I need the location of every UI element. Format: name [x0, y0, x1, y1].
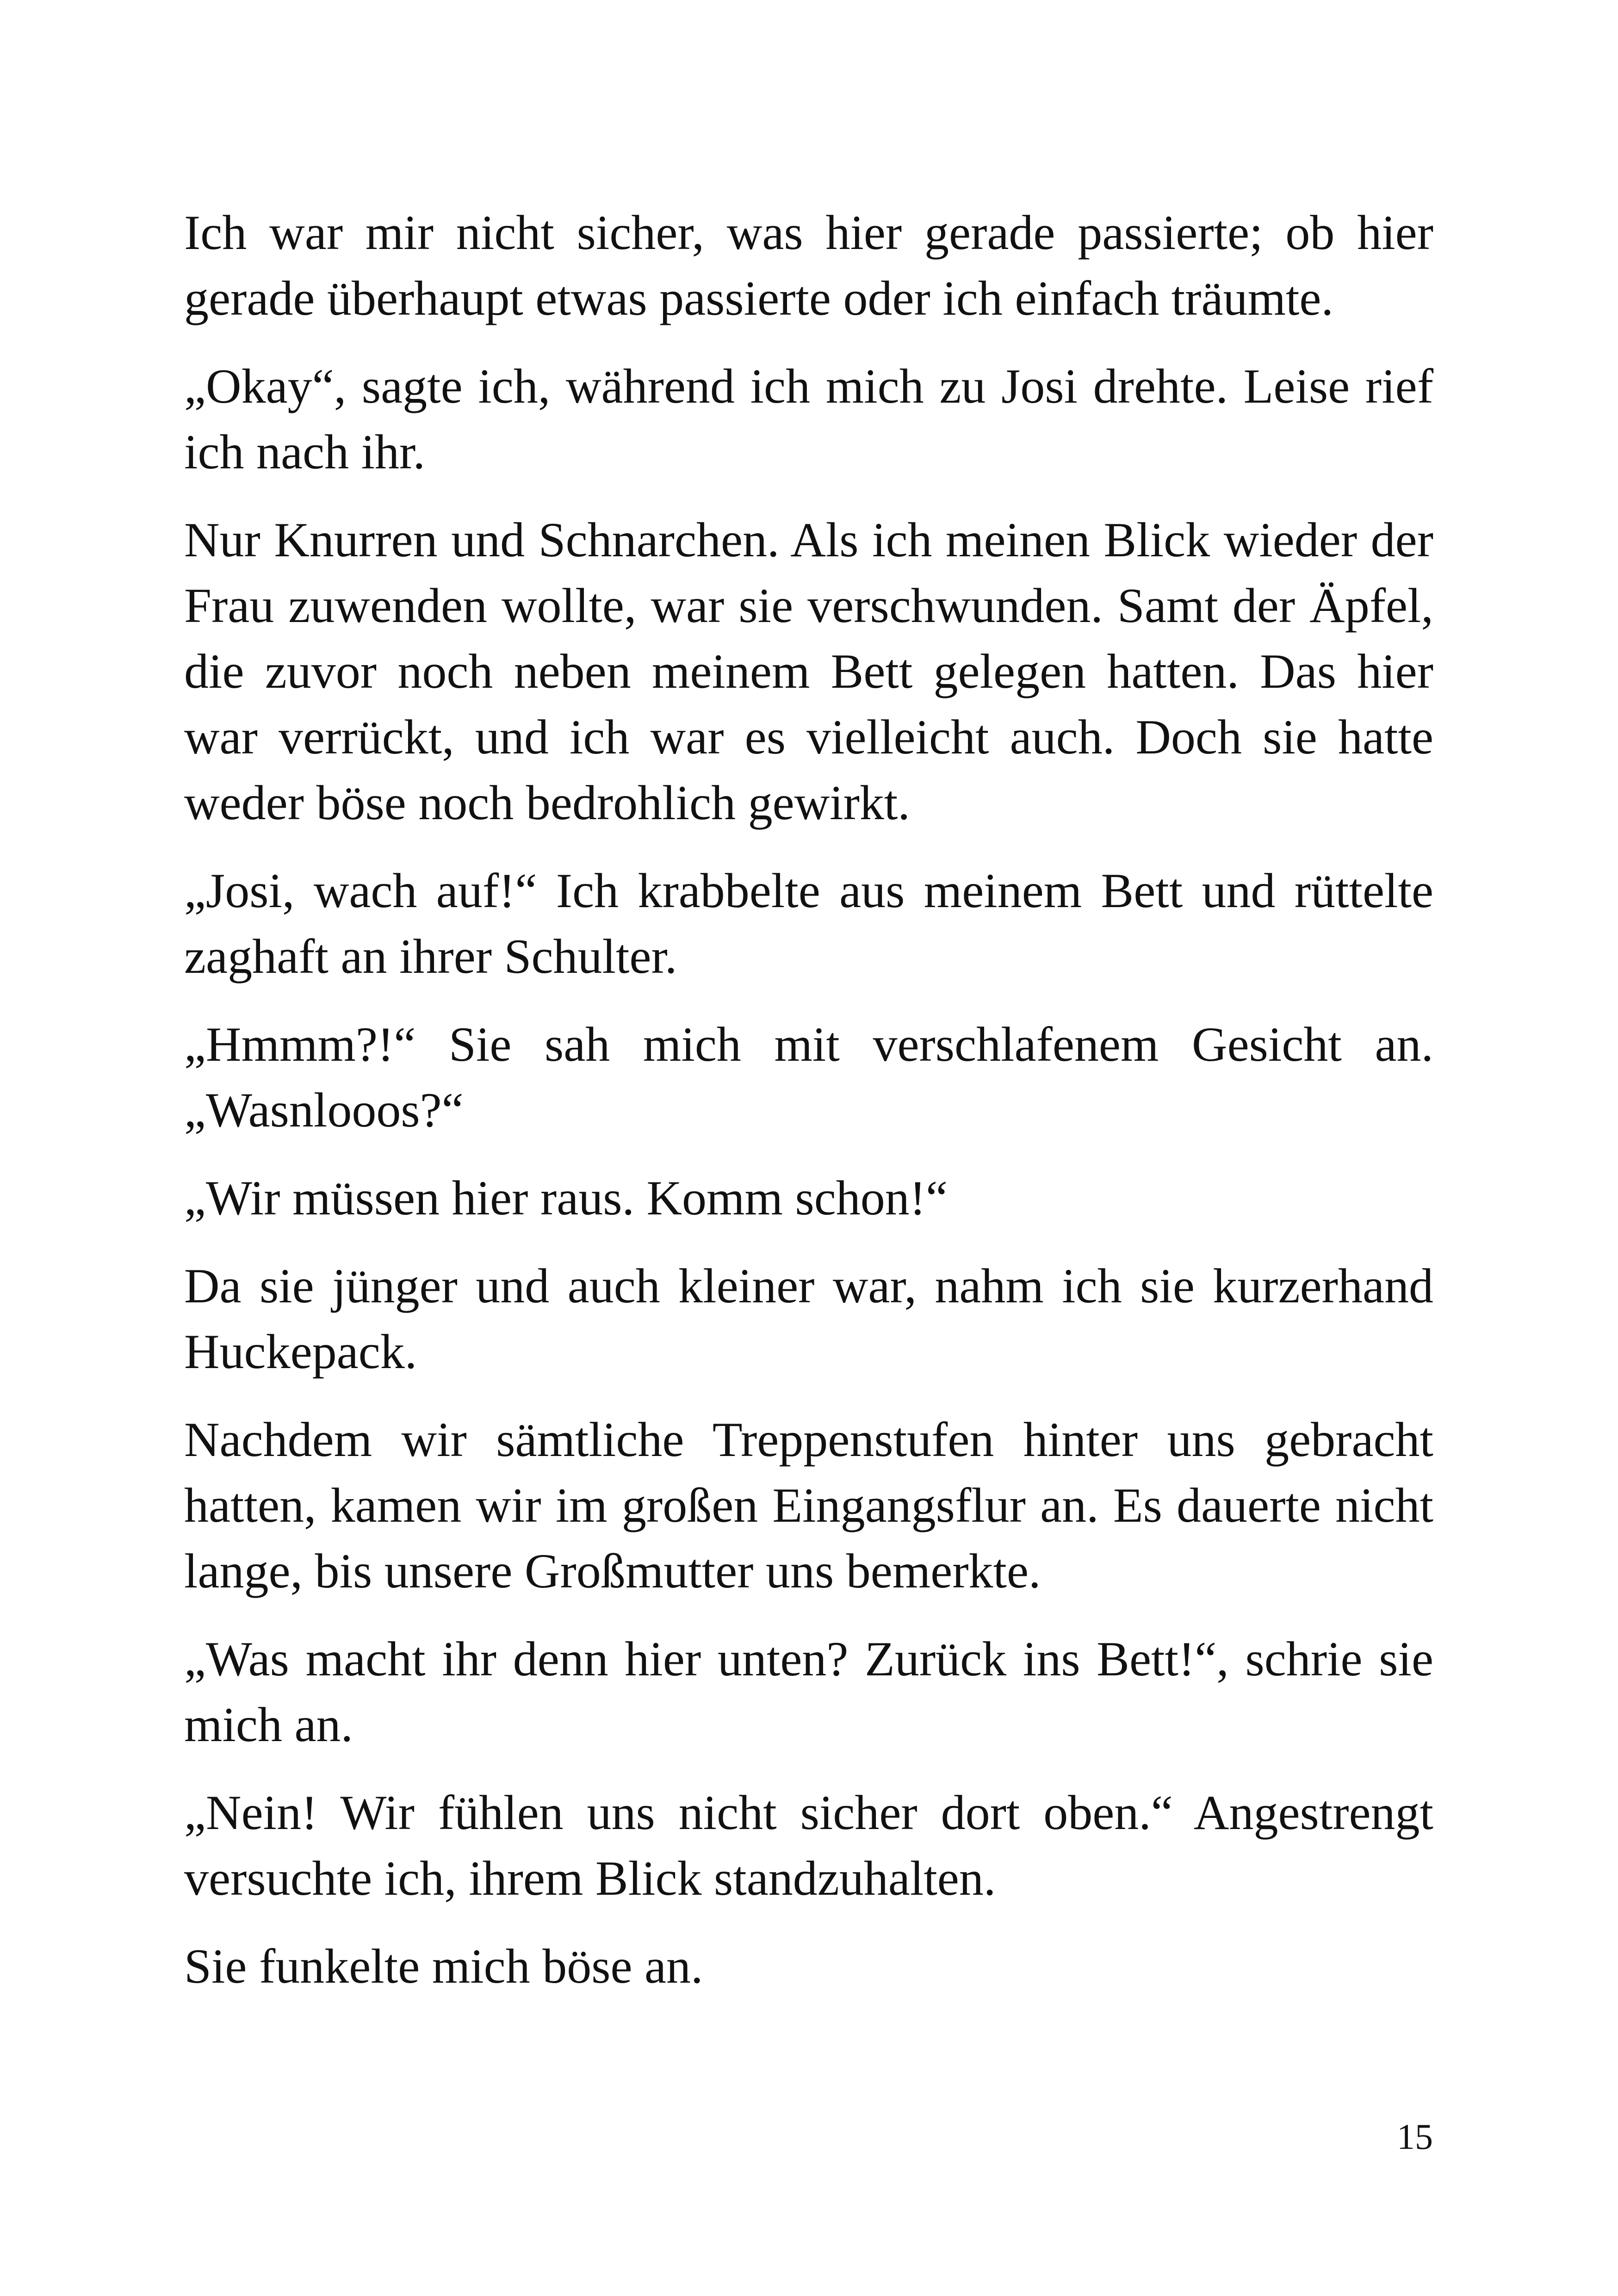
paragraph: „Hmmm?!“ Sie sah mich mit verschlafenem Gesicht an. „Wasnlooos?“	[184, 1017, 1433, 1137]
paragraph: „Okay“, sagte ich, während ich mich zu Josi drehte. Leise rief ich nach ihr.	[184, 359, 1433, 479]
paragraph: „Josi, wach auf!“ Ich krabbelte aus meinem Bett und rüttelte zaghaft an ihrer Schulter.	[184, 864, 1433, 983]
paragraph: Nur Knurren und Schnarchen. Als ich meinen Blick wieder der Frau zuwenden wollte, war sie verschwunden. Samt der Äpfel, die zuvor noch neben meinem Bett gelegen hatten. Das hier war verrückt, und ich war es vielleicht auch. Doch sie hatte weder böse noch bedrohlich gewirkt.	[184, 513, 1433, 830]
paragraph: Ich war mir nicht sicher, was hier gerade passierte; ob hier gerade überhaupt etwas passierte oder ich einfach träumte.	[184, 205, 1433, 325]
paragraph: „Was macht ihr denn hier unten? Zurück ins Bett!“, schrie sie mich an.	[184, 1632, 1433, 1752]
paragraph: Nachdem wir sämtliche Treppenstufen hinter uns gebracht hatten, kamen wir im großen Eingangsflur an. Es dauerte nicht lange, bis unsere Großmutter uns bemerkte.	[184, 1412, 1433, 1598]
paragraph: „Wir müssen hier raus. Komm schon!“	[184, 1171, 948, 1225]
body-text	[184, 200, 1433, 2022]
page-number: 15	[1397, 2116, 1433, 2157]
paragraph: Sie funkelte mich böse an.	[184, 1939, 703, 1993]
paragraph: Da sie jünger und auch kleiner war, nahm ich sie kurzerhand Huckepack.	[184, 1259, 1433, 1379]
paragraph: „Nein! Wir fühlen uns nicht sicher dort oben.“ Angestrengt versuchte ich, ihrem Blick standzuhalten.	[184, 1786, 1433, 1905]
